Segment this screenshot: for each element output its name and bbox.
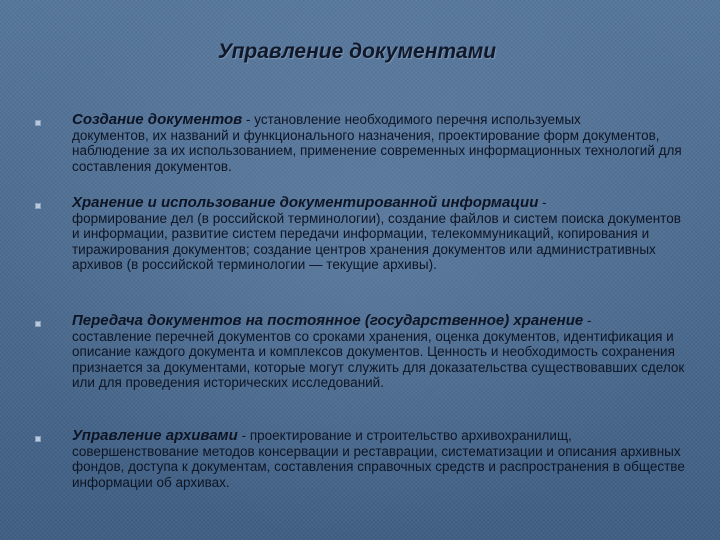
item-heading: Передача документов на постоянное (государственное) хранение bbox=[72, 312, 584, 329]
item-separator: - bbox=[583, 313, 592, 328]
item-heading: Управление архивами bbox=[72, 427, 238, 444]
list-item-text bbox=[72, 112, 692, 174]
item-separator: - bbox=[538, 195, 547, 210]
item-description: формирование дел (в российской терминологии), создание файлов и систем поиска документов и информации, развитие систем передачи информации, телекоммуникаций, копирования и тиражирования документов; создание центров хранения документов или административных архивов (в российской терминологии — текущие архивы). bbox=[72, 210, 681, 272]
item-description: совершенствование методов консервации и реставрации, систематизации и описания архивных фондов, доступа к документам, составления справочных средств и распространения в обществе информации об архивах. bbox=[72, 443, 685, 490]
item-description: составление перечней документов со сроками хранения, оценка документов, идентификация и описание каждого документа и комплексов документов. Ценность и необходимость сохранения признается за документами, которые могут служить для доказательства существовавших сделок или для проведения исторических исследований. bbox=[72, 328, 685, 390]
list-item-text bbox=[72, 313, 692, 391]
list-item-text bbox=[72, 428, 692, 490]
item-description: документов, их названий и функционального назначения, проектирование форм документов, наблюдение за их использованием, применение современных информационных технологий для составления документов. bbox=[72, 127, 682, 174]
list-item-text bbox=[72, 195, 692, 273]
item-first-line: установление необходимого перечня используемых bbox=[254, 112, 581, 127]
item-separator: - bbox=[237, 428, 250, 443]
bullet-square-icon bbox=[35, 120, 41, 126]
item-separator: - bbox=[242, 112, 255, 127]
bullet-square-icon bbox=[35, 436, 41, 442]
item-heading: Хранение и использование документированной информации bbox=[72, 194, 539, 211]
item-first-line: проектирование и строительство архивохранилищ, bbox=[249, 428, 572, 443]
item-heading: Создание документов bbox=[72, 111, 243, 128]
bullet-square-icon bbox=[35, 203, 41, 209]
bullet-square-icon bbox=[35, 321, 41, 327]
slide-title: Управление документами bbox=[217, 40, 497, 63]
